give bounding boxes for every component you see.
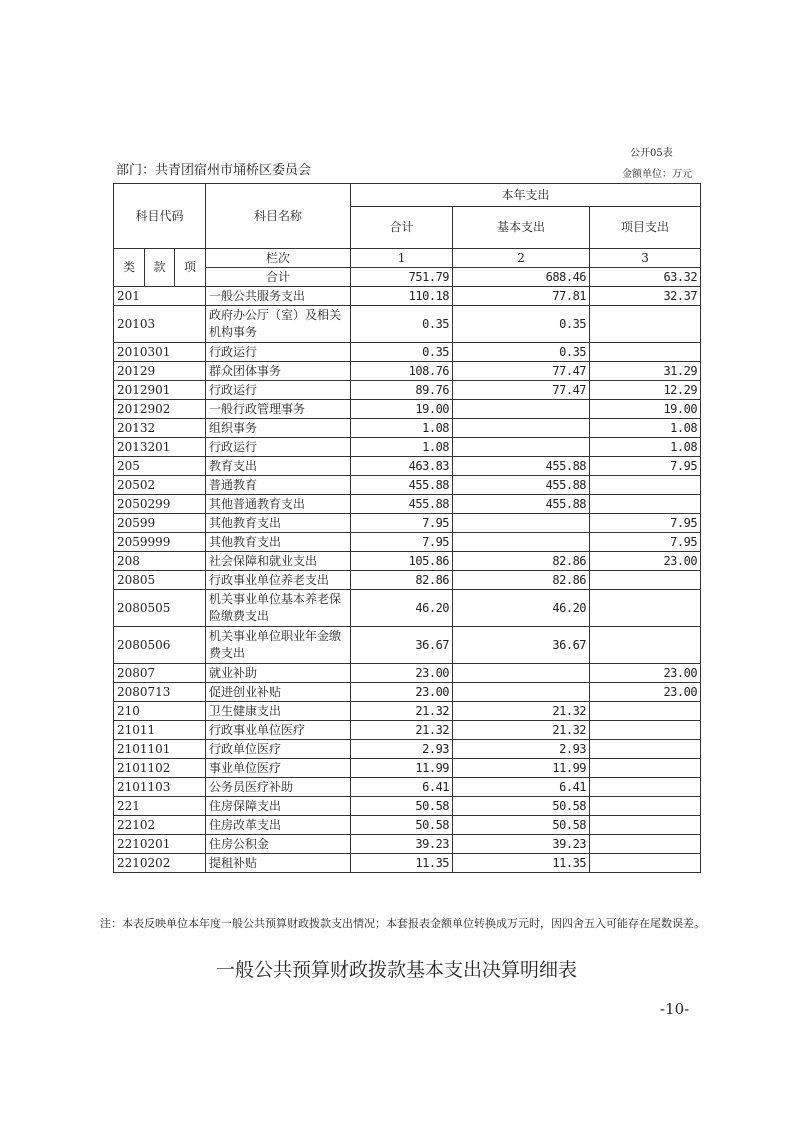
table-row xyxy=(114,571,701,590)
table-row xyxy=(114,816,701,835)
row-total: 463.83 xyxy=(351,457,453,476)
row-name: 机关事业单位职业年金缴费支出 xyxy=(206,627,351,664)
row-name: 组织事务 xyxy=(206,419,351,438)
row-code: 201 xyxy=(114,287,206,306)
row-basic: 46.20 xyxy=(453,590,590,627)
header-project: 项目支出 xyxy=(590,207,701,249)
row-project xyxy=(590,343,701,362)
row-name: 公务员医疗补助 xyxy=(206,778,351,797)
row-total: 7.95 xyxy=(351,533,453,552)
row-basic: 77.47 xyxy=(453,362,590,381)
row-basic xyxy=(453,400,590,419)
row-code: 20103 xyxy=(114,306,206,343)
row-name: 社会保障和就业支出 xyxy=(206,552,351,571)
table-row xyxy=(114,457,701,476)
row-code: 2101101 xyxy=(114,740,206,759)
row-basic: 82.86 xyxy=(453,571,590,590)
table-row xyxy=(114,514,701,533)
row-code: 2101103 xyxy=(114,778,206,797)
table-row xyxy=(114,476,701,495)
row-name: 行政事业单位医疗 xyxy=(206,721,351,740)
row-code: 20599 xyxy=(114,514,206,533)
row-code: 205 xyxy=(114,457,206,476)
row-total: 82.86 xyxy=(351,571,453,590)
row-project: 23.00 xyxy=(590,664,701,683)
row-name: 促进创业补贴 xyxy=(206,683,351,702)
row-basic: 50.58 xyxy=(453,797,590,816)
row-code: 2012902 xyxy=(114,400,206,419)
row-basic: 0.35 xyxy=(453,343,590,362)
row-basic xyxy=(453,419,590,438)
row-total: 11.35 xyxy=(351,854,453,873)
row-total: 105.86 xyxy=(351,552,453,571)
row-basic: 11.35 xyxy=(453,854,590,873)
row-code: 208 xyxy=(114,552,206,571)
row-name: 其他教育支出 xyxy=(206,533,351,552)
row-name: 住房保障支出 xyxy=(206,797,351,816)
row-project: 12.29 xyxy=(590,381,701,400)
row-name: 行政事业单位养老支出 xyxy=(206,571,351,590)
row-basic: 50.58 xyxy=(453,816,590,835)
header-name: 科目名称 xyxy=(206,184,351,249)
header-total: 合计 xyxy=(351,207,453,249)
table-row xyxy=(114,495,701,514)
row-total: 50.58 xyxy=(351,797,453,816)
row-total: 19.00 xyxy=(351,400,453,419)
expenditure-table xyxy=(113,183,701,873)
row-basic: 39.23 xyxy=(453,835,590,854)
row-code: 22102 xyxy=(114,816,206,835)
row-code: 2080713 xyxy=(114,683,206,702)
row-name: 行政运行 xyxy=(206,343,351,362)
form-number: 公开05表 xyxy=(630,148,673,159)
column-index-2: 2 xyxy=(453,249,590,268)
row-basic: 455.88 xyxy=(453,495,590,514)
row-code: 2013201 xyxy=(114,438,206,457)
row-basic xyxy=(453,664,590,683)
row-basic: 36.67 xyxy=(453,627,590,664)
row-project: 23.00 xyxy=(590,683,701,702)
row-name: 就业补助 xyxy=(206,664,351,683)
header-column-index: 栏次 xyxy=(206,249,351,268)
row-project xyxy=(590,778,701,797)
table-row xyxy=(114,381,701,400)
sum-total: 751.79 xyxy=(351,268,453,287)
row-total: 455.88 xyxy=(351,495,453,514)
row-code: 2210201 xyxy=(114,835,206,854)
column-index-3: 3 xyxy=(590,249,701,268)
table-row xyxy=(114,759,701,778)
table-row xyxy=(114,552,701,571)
page-title: 一般公共预算财政拨款基本支出决算明细表 xyxy=(215,959,577,981)
row-project xyxy=(590,590,701,627)
table-row xyxy=(114,533,701,552)
row-name: 提租补贴 xyxy=(206,854,351,873)
row-code: 210 xyxy=(114,702,206,721)
row-basic: 11.99 xyxy=(453,759,590,778)
row-code: 2050299 xyxy=(114,495,206,514)
row-name: 行政运行 xyxy=(206,438,351,457)
row-project xyxy=(590,306,701,343)
row-project xyxy=(590,495,701,514)
row-project: 1.08 xyxy=(590,419,701,438)
table-row xyxy=(114,400,701,419)
table-row xyxy=(114,797,701,816)
row-project xyxy=(590,835,701,854)
row-total: 89.76 xyxy=(351,381,453,400)
row-code: 2010301 xyxy=(114,343,206,362)
header-kuan: 款 xyxy=(145,249,175,287)
row-project xyxy=(590,854,701,873)
table-row xyxy=(114,683,701,702)
row-code: 2012901 xyxy=(114,381,206,400)
sum-label: 合计 xyxy=(206,268,351,287)
row-name: 卫生健康支出 xyxy=(206,702,351,721)
row-code: 20502 xyxy=(114,476,206,495)
footnote: 注：本表反映单位本年度一般公共预算财政拨款支出情况；本套报表金额单位转换成万元时，因四舍五入可能存在尾数误差。 xyxy=(100,917,705,930)
row-basic: 77.81 xyxy=(453,287,590,306)
row-code: 2080505 xyxy=(114,590,206,627)
row-total: 0.35 xyxy=(351,343,453,362)
row-total: 6.41 xyxy=(351,778,453,797)
table-row xyxy=(114,702,701,721)
table-row xyxy=(114,740,701,759)
row-code: 2210202 xyxy=(114,854,206,873)
header-basic: 基本支出 xyxy=(453,207,590,249)
page-number: -10- xyxy=(660,1000,690,1018)
row-name: 群众团体事务 xyxy=(206,362,351,381)
row-name: 普通教育 xyxy=(206,476,351,495)
row-project: 7.95 xyxy=(590,533,701,552)
row-total: 23.00 xyxy=(351,683,453,702)
row-name: 一般公共服务支出 xyxy=(206,287,351,306)
row-total: 50.58 xyxy=(351,816,453,835)
row-basic: 82.86 xyxy=(453,552,590,571)
department-label: 部门：共青团宿州市埇桥区委员会 xyxy=(116,163,312,178)
sum-project: 63.32 xyxy=(590,268,701,287)
row-total: 1.08 xyxy=(351,438,453,457)
row-code: 2101102 xyxy=(114,759,206,778)
row-project xyxy=(590,721,701,740)
row-basic: 455.88 xyxy=(453,457,590,476)
row-basic: 21.32 xyxy=(453,721,590,740)
row-basic: 2.93 xyxy=(453,740,590,759)
row-total: 39.23 xyxy=(351,835,453,854)
row-total: 455.88 xyxy=(351,476,453,495)
row-basic: 0.35 xyxy=(453,306,590,343)
amount-unit: 金额单位：万元 xyxy=(622,169,692,180)
row-total: 0.35 xyxy=(351,306,453,343)
row-code: 2059999 xyxy=(114,533,206,552)
row-total: 11.99 xyxy=(351,759,453,778)
row-project: 19.00 xyxy=(590,400,701,419)
header-lei: 类 xyxy=(114,249,145,287)
row-basic: 6.41 xyxy=(453,778,590,797)
row-basic: 77.47 xyxy=(453,381,590,400)
table-row xyxy=(114,362,701,381)
row-name: 行政运行 xyxy=(206,381,351,400)
row-project: 7.95 xyxy=(590,457,701,476)
row-name: 教育支出 xyxy=(206,457,351,476)
row-total: 36.67 xyxy=(351,627,453,664)
row-code: 20807 xyxy=(114,664,206,683)
row-name: 住房改革支出 xyxy=(206,816,351,835)
row-code: 21011 xyxy=(114,721,206,740)
row-total: 7.95 xyxy=(351,514,453,533)
row-project xyxy=(590,740,701,759)
row-total: 21.32 xyxy=(351,721,453,740)
table-row xyxy=(114,664,701,683)
row-code: 2080506 xyxy=(114,627,206,664)
row-total: 1.08 xyxy=(351,419,453,438)
table-row xyxy=(114,419,701,438)
table-row xyxy=(114,721,701,740)
row-name: 住房公积金 xyxy=(206,835,351,854)
table-row xyxy=(114,854,701,873)
row-total: 2.93 xyxy=(351,740,453,759)
row-name: 机关事业单位基本养老保险缴费支出 xyxy=(206,590,351,627)
row-code: 20132 xyxy=(114,419,206,438)
header-this-year: 本年支出 xyxy=(351,184,701,207)
row-total: 108.76 xyxy=(351,362,453,381)
table-row xyxy=(114,590,701,627)
row-project: 31.29 xyxy=(590,362,701,381)
table-row xyxy=(114,835,701,854)
row-project: 23.00 xyxy=(590,552,701,571)
row-basic: 455.88 xyxy=(453,476,590,495)
row-project: 32.37 xyxy=(590,287,701,306)
row-project: 1.08 xyxy=(590,438,701,457)
column-index-1: 1 xyxy=(351,249,453,268)
row-total: 110.18 xyxy=(351,287,453,306)
row-name: 一般行政管理事务 xyxy=(206,400,351,419)
row-project xyxy=(590,797,701,816)
row-basic: 21.32 xyxy=(453,702,590,721)
row-project xyxy=(590,627,701,664)
row-name: 其他普通教育支出 xyxy=(206,495,351,514)
row-total: 46.20 xyxy=(351,590,453,627)
header-xiang: 项 xyxy=(175,249,206,287)
row-name: 事业单位医疗 xyxy=(206,759,351,778)
row-name: 行政单位医疗 xyxy=(206,740,351,759)
row-total: 23.00 xyxy=(351,664,453,683)
row-code: 221 xyxy=(114,797,206,816)
header-code: 科目代码 xyxy=(114,184,206,249)
row-basic xyxy=(453,533,590,552)
table-row xyxy=(114,343,701,362)
table-row xyxy=(114,627,701,664)
sum-basic: 688.46 xyxy=(453,268,590,287)
row-project xyxy=(590,759,701,778)
row-basic xyxy=(453,438,590,457)
table-row xyxy=(114,306,701,343)
row-basic xyxy=(453,514,590,533)
row-basic xyxy=(453,683,590,702)
row-project xyxy=(590,816,701,835)
row-project xyxy=(590,571,701,590)
row-code: 20129 xyxy=(114,362,206,381)
row-name: 其他教育支出 xyxy=(206,514,351,533)
row-total: 21.32 xyxy=(351,702,453,721)
row-name: 政府办公厅（室）及相关机构事务 xyxy=(206,306,351,343)
row-project xyxy=(590,476,701,495)
table-row xyxy=(114,778,701,797)
row-project xyxy=(590,702,701,721)
row-project: 7.95 xyxy=(590,514,701,533)
table-row xyxy=(114,287,701,306)
table-row xyxy=(114,438,701,457)
row-code: 20805 xyxy=(114,571,206,590)
